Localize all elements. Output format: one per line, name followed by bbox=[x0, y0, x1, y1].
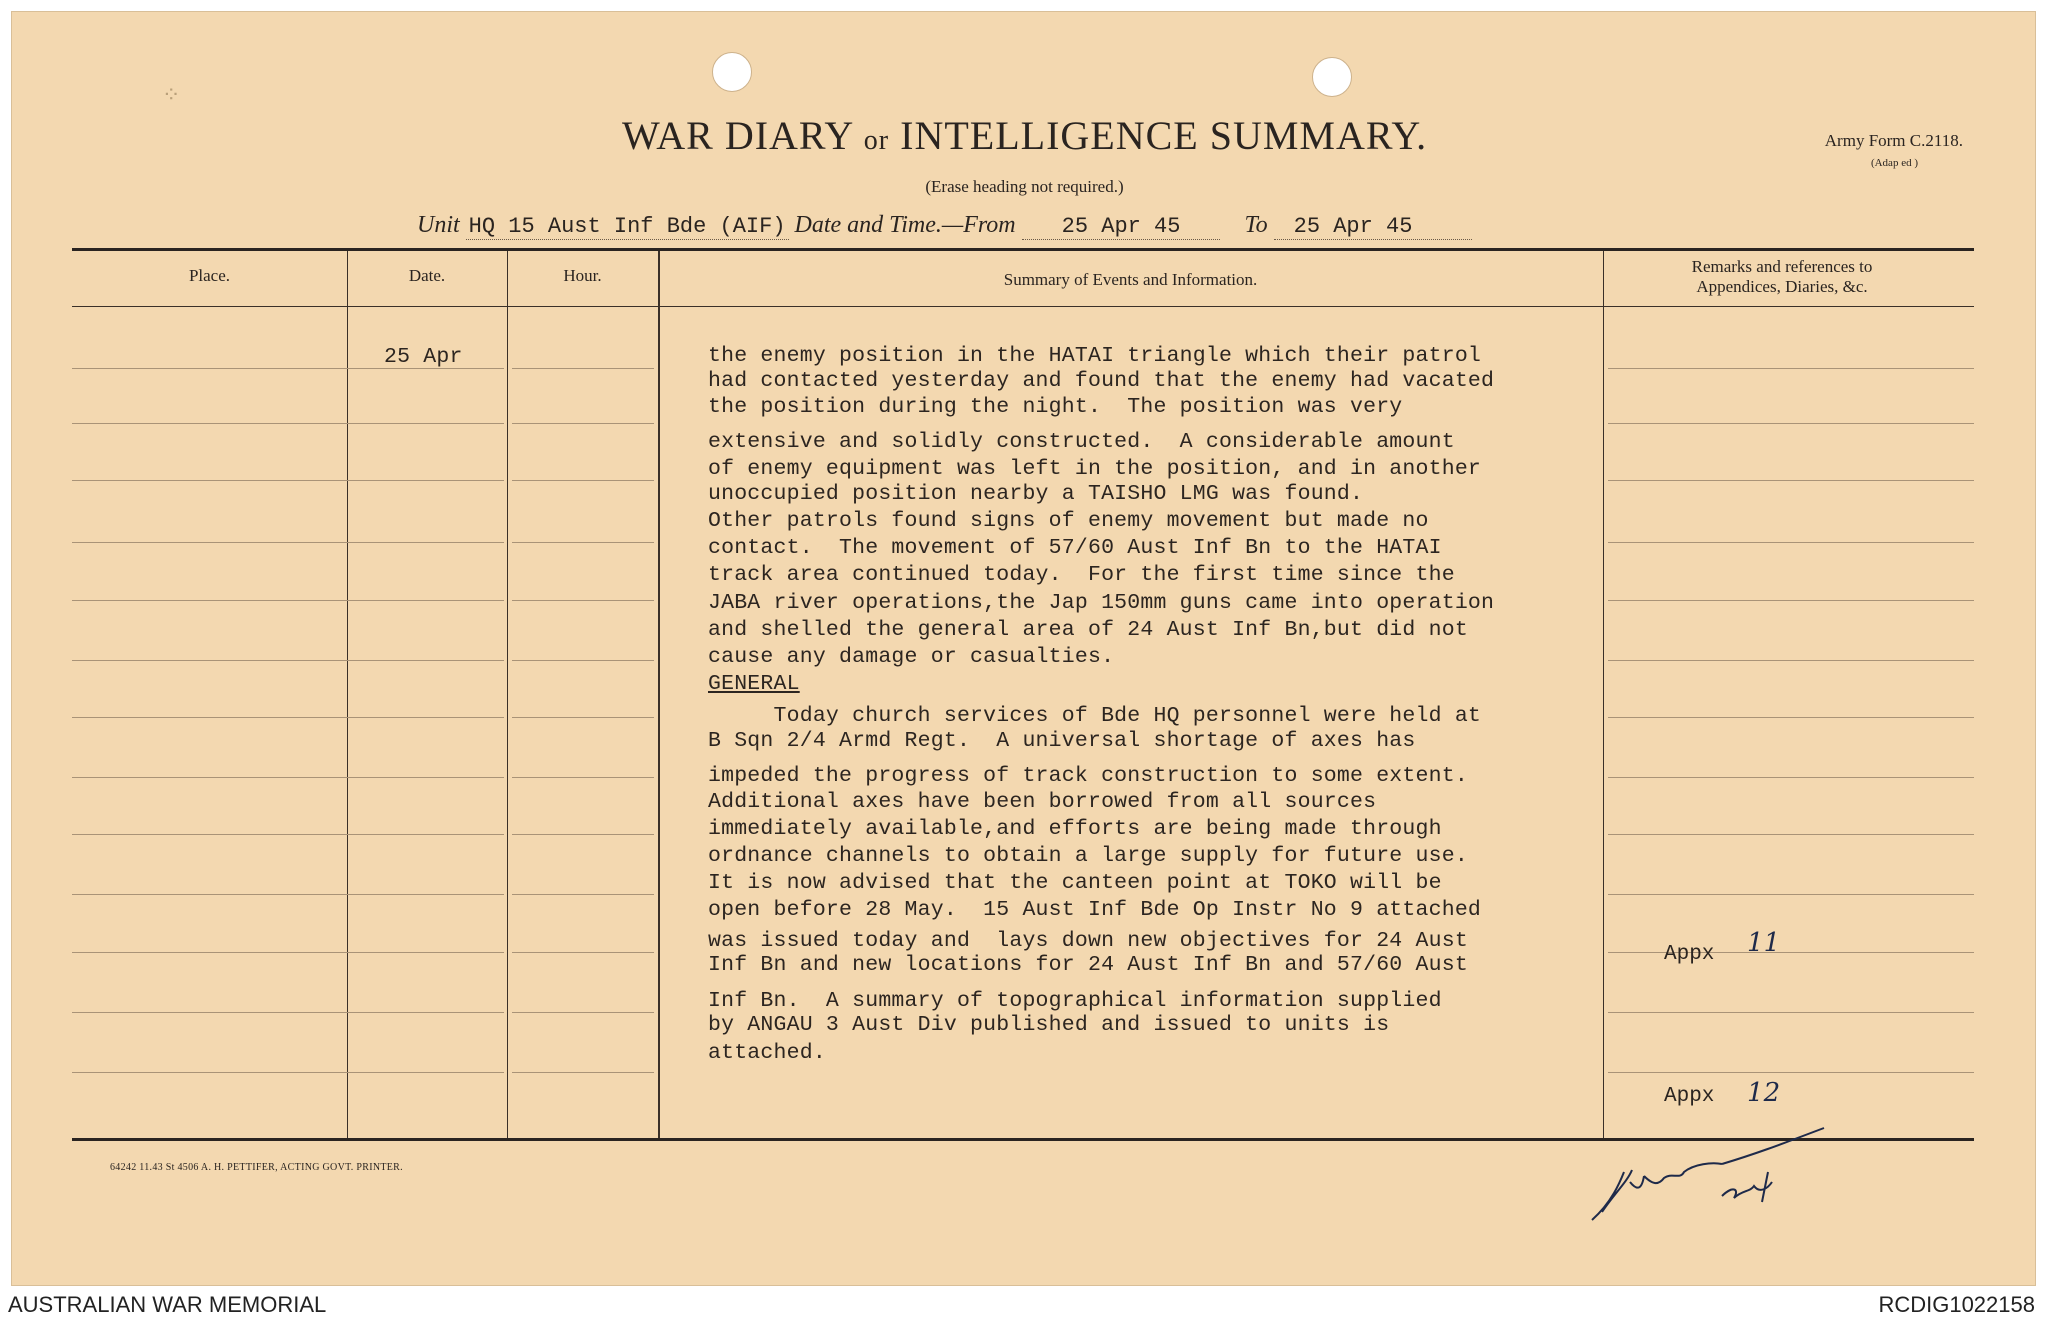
ruled-line bbox=[352, 480, 504, 481]
column-header-summary: Summary of Events and Information. bbox=[1003, 270, 1258, 289]
column-divider bbox=[658, 251, 660, 1138]
ruled-line bbox=[512, 894, 654, 895]
ruled-line bbox=[512, 1012, 654, 1013]
column-header-hour: Hour. bbox=[563, 266, 602, 285]
ruled-line bbox=[1608, 717, 1974, 718]
ruled-line bbox=[512, 952, 654, 953]
ruled-line bbox=[352, 952, 504, 953]
punch-hole-right bbox=[1312, 57, 1352, 97]
ruled-line bbox=[352, 717, 504, 718]
entry-line: the enemy position in the HATAI triangle which their patrol bbox=[708, 344, 1482, 368]
column-header-date: Date. bbox=[408, 266, 446, 285]
ruled-line bbox=[352, 660, 504, 661]
unit-line: Unit HQ 15 Aust Inf Bde (AIF) Date and Time.—From 25 Apr 45 To 25 Apr 45 bbox=[417, 212, 1472, 239]
entry-line: unoccupied position nearby a TAISHO LMG was found. bbox=[708, 482, 1364, 506]
ruled-line bbox=[512, 660, 654, 661]
entry-line: had contacted yesterday and found that the enemy had vacated bbox=[708, 369, 1495, 393]
ruled-line bbox=[512, 834, 654, 835]
entry-line: the position during the night. The position was very bbox=[708, 395, 1403, 419]
entry-line: Today church services of Bde HQ personnel were held at bbox=[708, 704, 1482, 728]
ruled-line bbox=[1608, 1072, 1974, 1073]
entry-line: Additional axes have been borrowed from all sources bbox=[708, 790, 1377, 814]
signature bbox=[1572, 1112, 1872, 1232]
ruled-line bbox=[1608, 600, 1974, 601]
entry-line: extensive and solidly constructed. A considerable amount bbox=[708, 430, 1455, 454]
ruled-line bbox=[512, 1072, 654, 1073]
ruled-line bbox=[352, 1012, 504, 1013]
entry-line: JABA river operations,the Jap 150mm guns came into operation bbox=[708, 591, 1495, 615]
appendix-ref: Appx 12 bbox=[1664, 1078, 1781, 1108]
unit-value: HQ 15 Aust Inf Bde (AIF) bbox=[466, 214, 789, 240]
entry-line: was issued today and lays down new objectives for 24 Aust bbox=[708, 929, 1468, 953]
ruled-line bbox=[512, 600, 654, 601]
entry-line: impeded the progress of track construction to some extent. bbox=[708, 764, 1468, 788]
entry-line: It is now advised that the canteen point at TOKO will be bbox=[708, 871, 1442, 895]
entry-line: cause any damage or casualties. bbox=[708, 645, 1115, 669]
entry-line: ordnance channels to obtain a large supply for future use. bbox=[708, 844, 1468, 868]
entry-line: immediately available,and efforts are being made through bbox=[708, 817, 1442, 841]
entry-line: B Sqn 2/4 Armd Regt. A universal shortage of axes has bbox=[708, 729, 1416, 753]
entry-line: attached. bbox=[708, 1041, 826, 1065]
ruled-line bbox=[352, 894, 504, 895]
ruled-line bbox=[512, 717, 654, 718]
entry-line: GENERAL bbox=[708, 672, 800, 696]
entry-line: by ANGAU 3 Aust Div published and issued to units is bbox=[708, 1013, 1390, 1037]
ruled-line bbox=[352, 542, 504, 543]
diary-sheet bbox=[11, 11, 2036, 1286]
table-top-rule bbox=[72, 248, 1974, 251]
entry-line: Inf Bn and new locations for 24 Aust Inf Bn and 57/60 Aust bbox=[708, 953, 1468, 977]
entry-line: and shelled the general area of 24 Aust Inf Bn,but did not bbox=[708, 618, 1468, 642]
footer-left: AUSTRALIAN WAR MEMORIAL bbox=[8, 1292, 327, 1317]
ruled-line bbox=[1608, 660, 1974, 661]
ruled-line bbox=[352, 1072, 504, 1073]
ruled-line bbox=[1608, 542, 1974, 543]
ruled-line bbox=[352, 423, 504, 424]
ruled-line bbox=[1608, 1012, 1974, 1013]
entry-line: open before 28 May. 15 Aust Inf Bde Op Instr No 9 attached bbox=[708, 898, 1482, 922]
ruled-line bbox=[512, 368, 654, 369]
punch-hole-left bbox=[712, 52, 752, 92]
pin-mark: ⁘ bbox=[162, 82, 181, 107]
header-rule bbox=[72, 306, 1974, 307]
page-subtitle: (Erase heading not required.) bbox=[925, 177, 1124, 196]
ruled-line bbox=[1608, 368, 1974, 369]
ruled-line bbox=[1608, 834, 1974, 835]
entry-date: 25 Apr bbox=[384, 345, 463, 369]
footer-right: RCDIG1022158 bbox=[1878, 1292, 2035, 1317]
from-value: 25 Apr 45 bbox=[1022, 214, 1221, 240]
entry-line: Other patrols found signs of enemy movement but made no bbox=[708, 509, 1429, 533]
ruled-line bbox=[512, 423, 654, 424]
ruled-line bbox=[352, 834, 504, 835]
ruled-line bbox=[1608, 894, 1974, 895]
army-form-label: Army Form C.2118. (Adap ed ) bbox=[1824, 131, 1963, 169]
to-value: 25 Apr 45 bbox=[1274, 214, 1473, 240]
ruled-line bbox=[512, 777, 654, 778]
ruled-line bbox=[1608, 777, 1974, 778]
entry-line: track area continued today. For the first time since the bbox=[708, 563, 1455, 587]
ruled-line bbox=[352, 777, 504, 778]
column-header-remarks: Remarks and references to Appendices, Diaries, &c. bbox=[1691, 257, 1873, 296]
ruled-line bbox=[1608, 423, 1974, 424]
column-divider bbox=[507, 251, 508, 1138]
entry-line: of enemy equipment was left in the position, and in another bbox=[708, 457, 1482, 481]
ruled-line bbox=[352, 600, 504, 601]
column-divider bbox=[347, 251, 348, 1138]
page-title: WAR DIARY or INTELLIGENCE SUMMARY. bbox=[621, 113, 1428, 158]
appendix-ref: Appx 11 bbox=[1664, 928, 1781, 966]
ruled-line bbox=[1608, 480, 1974, 481]
entry-line: Inf Bn. A summary of topographical information supplied bbox=[708, 989, 1442, 1013]
column-header-place: Place. bbox=[188, 266, 231, 285]
printer-imprint: 64242 11.43 St 4506 A. H. PETTIFER, ACTING GOVT. PRINTER. bbox=[110, 1162, 403, 1173]
ruled-line bbox=[512, 542, 654, 543]
entry-line: contact. The movement of 57/60 Aust Inf Bn to the HATAI bbox=[708, 536, 1442, 560]
column-divider bbox=[1603, 251, 1604, 1138]
ruled-line bbox=[512, 480, 654, 481]
ruled-line bbox=[1608, 952, 1974, 953]
